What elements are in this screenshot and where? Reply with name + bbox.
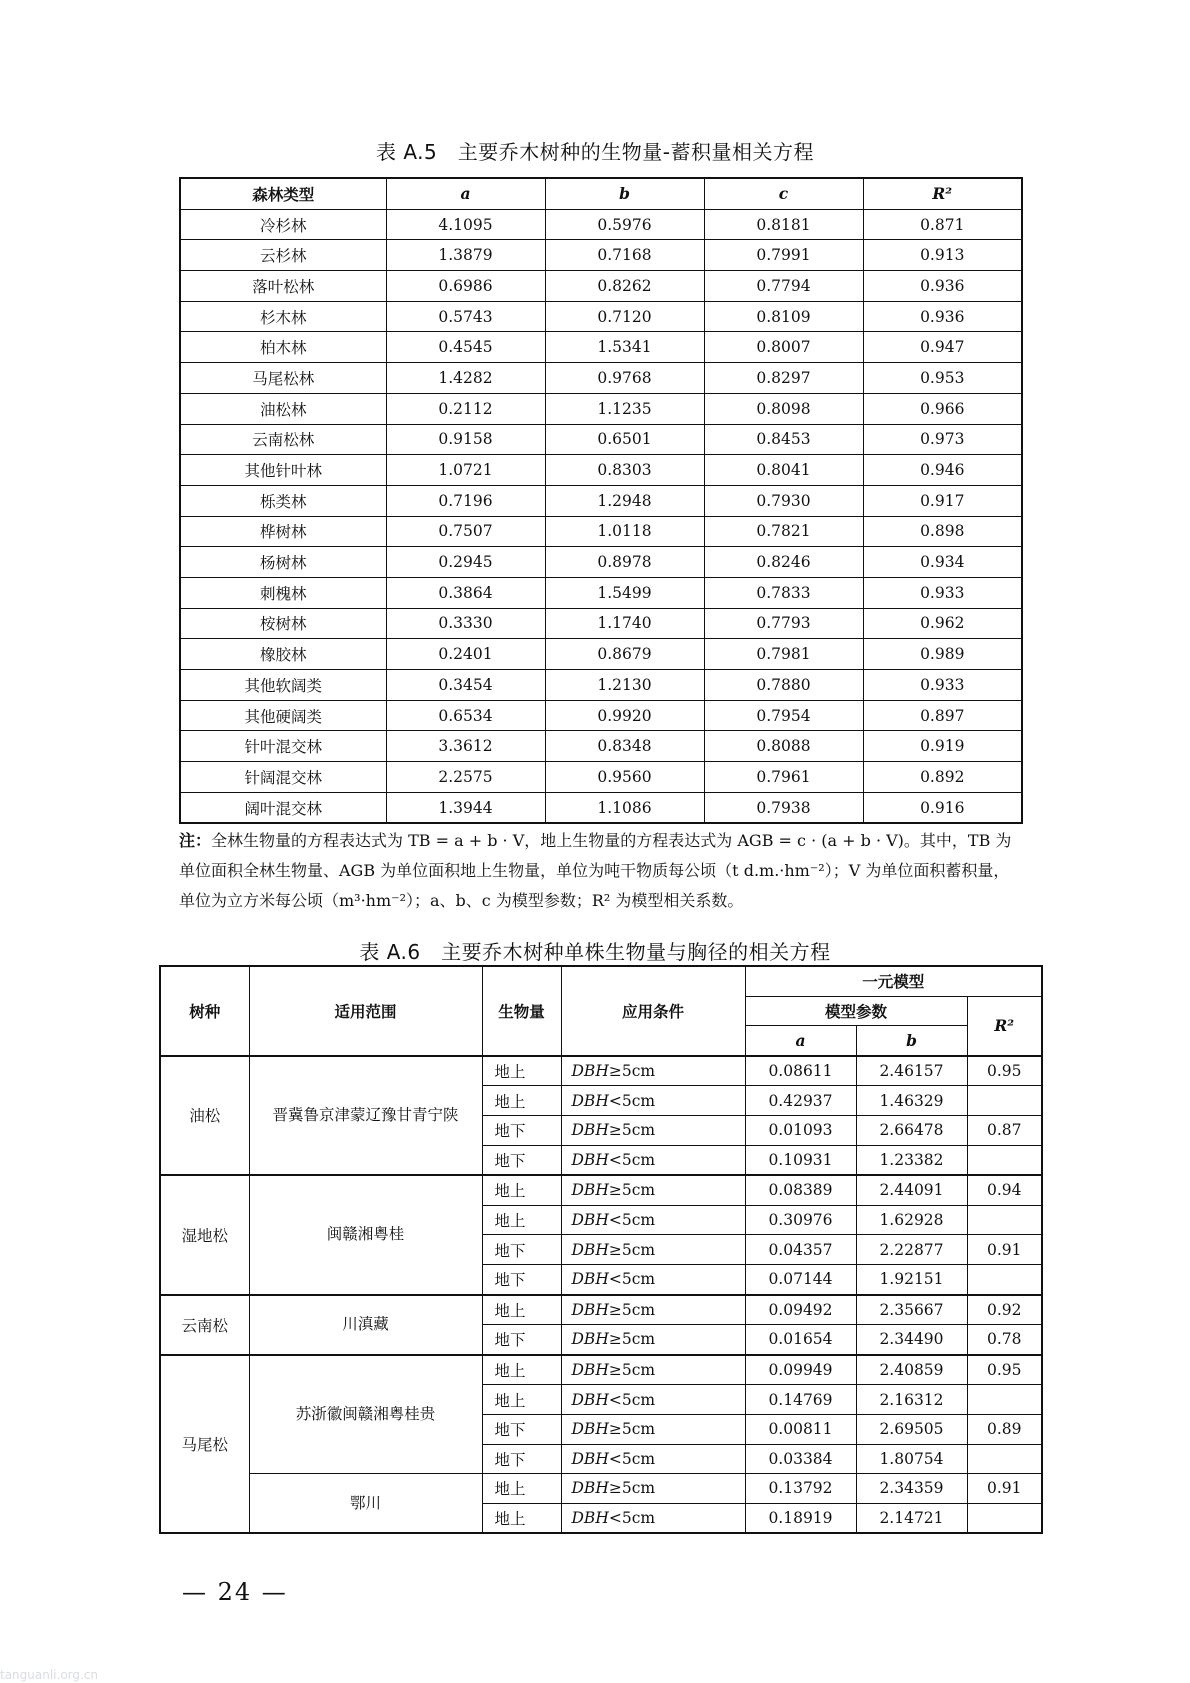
biomass-cell: 地下 <box>482 1264 561 1294</box>
value-cell: 0.936 <box>863 301 1022 332</box>
param-b-cell: 2.46157 <box>856 1056 967 1086</box>
value-cell: 0.2112 <box>386 393 545 424</box>
param-a-cell: 0.13792 <box>745 1474 856 1504</box>
table-row <box>160 1175 1042 1205</box>
table-a6 <box>159 965 1043 1534</box>
r2-cell: 0.89 <box>967 1414 1042 1444</box>
species-cell: 湿地松 <box>160 1175 249 1294</box>
biomass-cell: 地下 <box>482 1235 561 1265</box>
value-cell: 1.5499 <box>545 577 704 608</box>
header-b: b <box>545 178 704 209</box>
table-row <box>180 516 1022 547</box>
value-cell: 0.5976 <box>545 209 704 240</box>
value-cell: 0.8041 <box>704 455 863 486</box>
condition-cell: DBH<5cm <box>561 1444 745 1474</box>
header-univariate-model: 一元模型 <box>745 966 1042 996</box>
value-cell: 0.966 <box>863 393 1022 424</box>
header-param-a: a <box>745 1026 856 1056</box>
table-a5-note <box>179 826 1024 916</box>
header-condition: 应用条件 <box>561 966 745 1056</box>
forest-type-cell: 马尾松林 <box>180 363 386 394</box>
range-cell: 闽赣湘粤桂 <box>249 1175 482 1294</box>
condition-cell: DBH<5cm <box>561 1145 745 1175</box>
r2-cell: 0.78 <box>967 1325 1042 1355</box>
param-b-cell: 1.92151 <box>856 1264 967 1294</box>
forest-type-cell: 柏木林 <box>180 332 386 363</box>
table-row <box>180 639 1022 670</box>
value-cell: 0.4545 <box>386 332 545 363</box>
value-cell: 0.913 <box>863 240 1022 271</box>
condition-cell: DBH<5cm <box>561 1385 745 1415</box>
value-cell: 0.933 <box>863 670 1022 701</box>
header-forest-type: 森林类型 <box>180 178 386 209</box>
r2-cell <box>967 1205 1042 1235</box>
forest-type-cell: 杉木林 <box>180 301 386 332</box>
biomass-cell: 地上 <box>482 1056 561 1086</box>
forest-type-cell: 栎类林 <box>180 485 386 516</box>
value-cell: 0.973 <box>863 424 1022 455</box>
table-row <box>180 547 1022 578</box>
value-cell: 0.9158 <box>386 424 545 455</box>
param-a-cell: 0.08389 <box>745 1175 856 1205</box>
range-cell: 晋冀鲁京津蒙辽豫甘青宁陕 <box>249 1056 482 1175</box>
value-cell: 0.8246 <box>704 547 863 578</box>
value-cell: 1.5341 <box>545 332 704 363</box>
param-a-cell: 0.00811 <box>745 1414 856 1444</box>
forest-type-cell: 云南松林 <box>180 424 386 455</box>
forest-type-cell: 针阔混交林 <box>180 762 386 793</box>
condition-cell: DBH≥5cm <box>561 1175 745 1205</box>
header-biomass: 生物量 <box>482 966 561 1056</box>
condition-cell: DBH≥5cm <box>561 1325 745 1355</box>
value-cell: 0.892 <box>863 762 1022 793</box>
range-cell: 鄂川 <box>249 1474 482 1534</box>
r2-cell <box>967 1264 1042 1294</box>
param-b-cell: 1.23382 <box>856 1145 967 1175</box>
value-cell: 0.6501 <box>545 424 704 455</box>
note-label: 注： <box>179 831 212 850</box>
table-row <box>180 731 1022 762</box>
forest-type-cell: 其他针叶林 <box>180 455 386 486</box>
biomass-cell: 地上 <box>482 1503 561 1533</box>
range-cell: 苏浙徽闽赣湘粤桂贵 <box>249 1355 482 1474</box>
value-cell: 4.1095 <box>386 209 545 240</box>
value-cell: 0.897 <box>863 700 1022 731</box>
value-cell: 0.916 <box>863 792 1022 823</box>
value-cell: 0.8978 <box>545 547 704 578</box>
r2-cell <box>967 1145 1042 1175</box>
value-cell: 0.8109 <box>704 301 863 332</box>
value-cell: 0.953 <box>863 363 1022 394</box>
watermark: tanguanli.org.cn <box>0 1668 99 1682</box>
biomass-cell: 地上 <box>482 1205 561 1235</box>
value-cell: 0.7981 <box>704 639 863 670</box>
r2-cell: 0.87 <box>967 1115 1042 1145</box>
forest-type-cell: 其他硬阔类 <box>180 700 386 731</box>
value-cell: 0.2945 <box>386 547 545 578</box>
note-text: 全林生物量的方程表达式为 TB = a + b · V，地上生物量的方程表达式为 AGB = c · (a + b · V)。其中，TB 为单位面积全林生物量、AGB 为单位面积地上生物量，单位为吨干物质每公顷（t d.m.·hm⁻²）；V 为单位面积蓄积量，单位为立方米每公顷（m³·hm⁻²）；a、b、c 为模型参数；R² 为模型相关系数。 <box>179 831 1012 910</box>
r2-cell <box>967 1385 1042 1415</box>
value-cell: 1.1086 <box>545 792 704 823</box>
value-cell: 1.4282 <box>386 363 545 394</box>
table-row <box>180 608 1022 639</box>
forest-type-cell: 云杉林 <box>180 240 386 271</box>
condition-cell: DBH≥5cm <box>561 1235 745 1265</box>
header-r2: R² <box>967 996 1042 1056</box>
value-cell: 0.7196 <box>386 485 545 516</box>
param-a-cell: 0.01654 <box>745 1325 856 1355</box>
value-cell: 0.946 <box>863 455 1022 486</box>
table-a5-header-row <box>180 178 1022 209</box>
value-cell: 0.9920 <box>545 700 704 731</box>
r2-cell: 0.94 <box>967 1175 1042 1205</box>
forest-type-cell: 阔叶混交林 <box>180 792 386 823</box>
forest-type-cell: 杨树林 <box>180 547 386 578</box>
table-row <box>180 455 1022 486</box>
table-a6-header-row-1 <box>160 966 1042 996</box>
table-row <box>180 332 1022 363</box>
value-cell: 1.1740 <box>545 608 704 639</box>
value-cell: 0.962 <box>863 608 1022 639</box>
biomass-cell: 地下 <box>482 1145 561 1175</box>
header-model-params: 模型参数 <box>745 996 967 1026</box>
species-cell: 马尾松 <box>160 1355 249 1534</box>
value-cell: 0.947 <box>863 332 1022 363</box>
table-row <box>180 762 1022 793</box>
value-cell: 0.7821 <box>704 516 863 547</box>
value-cell: 0.936 <box>863 271 1022 302</box>
condition-cell: DBH<5cm <box>561 1264 745 1294</box>
param-b-cell: 2.34490 <box>856 1325 967 1355</box>
value-cell: 0.2401 <box>386 639 545 670</box>
param-a-cell: 0.07144 <box>745 1264 856 1294</box>
table-row <box>180 209 1022 240</box>
param-b-cell: 2.44091 <box>856 1175 967 1205</box>
condition-cell: DBH<5cm <box>561 1503 745 1533</box>
param-a-cell: 0.14769 <box>745 1385 856 1415</box>
value-cell: 0.9768 <box>545 363 704 394</box>
param-b-cell: 1.46329 <box>856 1086 967 1116</box>
param-a-cell: 0.18919 <box>745 1503 856 1533</box>
value-cell: 0.7793 <box>704 608 863 639</box>
table-row <box>180 363 1022 394</box>
table-a5-caption: 表 A.5 主要乔木树种的生物量-蓄积量相关方程 <box>376 140 814 164</box>
table-row <box>160 1056 1042 1086</box>
header-a: a <box>386 178 545 209</box>
value-cell: 0.8348 <box>545 731 704 762</box>
forest-type-cell: 冷杉林 <box>180 209 386 240</box>
param-a-cell: 0.03384 <box>745 1444 856 1474</box>
value-cell: 0.7930 <box>704 485 863 516</box>
value-cell: 0.6534 <box>386 700 545 731</box>
value-cell: 1.0118 <box>545 516 704 547</box>
forest-type-cell: 刺槐林 <box>180 577 386 608</box>
biomass-cell: 地下 <box>482 1325 561 1355</box>
biomass-cell: 地上 <box>482 1295 561 1325</box>
value-cell: 0.8303 <box>545 455 704 486</box>
header-c: c <box>704 178 863 209</box>
param-a-cell: 0.09492 <box>745 1295 856 1325</box>
table-row <box>180 271 1022 302</box>
condition-cell: DBH≥5cm <box>561 1474 745 1504</box>
param-a-cell: 0.30976 <box>745 1205 856 1235</box>
param-b-cell: 2.22877 <box>856 1235 967 1265</box>
condition-cell: DBH<5cm <box>561 1086 745 1116</box>
biomass-cell: 地上 <box>482 1086 561 1116</box>
forest-type-cell: 油松林 <box>180 393 386 424</box>
r2-cell <box>967 1503 1042 1533</box>
table-row <box>160 1355 1042 1385</box>
header-range: 适用范围 <box>249 966 482 1056</box>
value-cell: 0.919 <box>863 731 1022 762</box>
value-cell: 1.3879 <box>386 240 545 271</box>
r2-cell: 0.95 <box>967 1056 1042 1086</box>
param-a-cell: 0.10931 <box>745 1145 856 1175</box>
value-cell: 0.989 <box>863 639 1022 670</box>
param-b-cell: 2.69505 <box>856 1414 967 1444</box>
value-cell: 0.8098 <box>704 393 863 424</box>
value-cell: 1.0721 <box>386 455 545 486</box>
table-row <box>160 1474 1042 1504</box>
condition-cell: DBH<5cm <box>561 1205 745 1235</box>
forest-type-cell: 桉树林 <box>180 608 386 639</box>
value-cell: 0.3330 <box>386 608 545 639</box>
value-cell: 0.8679 <box>545 639 704 670</box>
table-row <box>180 393 1022 424</box>
table-row <box>160 1295 1042 1325</box>
range-cell: 川滇藏 <box>249 1295 482 1355</box>
biomass-cell: 地上 <box>482 1355 561 1385</box>
param-b-cell: 2.40859 <box>856 1355 967 1385</box>
value-cell: 0.8262 <box>545 271 704 302</box>
value-cell: 0.9560 <box>545 762 704 793</box>
param-b-cell: 1.62928 <box>856 1205 967 1235</box>
header-r2: R² <box>863 178 1022 209</box>
param-a-cell: 0.04357 <box>745 1235 856 1265</box>
value-cell: 0.8453 <box>704 424 863 455</box>
value-cell: 0.7961 <box>704 762 863 793</box>
value-cell: 0.934 <box>863 547 1022 578</box>
value-cell: 0.8007 <box>704 332 863 363</box>
value-cell: 1.2130 <box>545 670 704 701</box>
value-cell: 0.7507 <box>386 516 545 547</box>
table-row <box>180 670 1022 701</box>
forest-type-cell: 其他软阔类 <box>180 670 386 701</box>
value-cell: 0.6986 <box>386 271 545 302</box>
value-cell: 0.7991 <box>704 240 863 271</box>
r2-cell: 0.91 <box>967 1474 1042 1504</box>
value-cell: 0.3454 <box>386 670 545 701</box>
forest-type-cell: 落叶松林 <box>180 271 386 302</box>
value-cell: 0.7794 <box>704 271 863 302</box>
table-row <box>180 301 1022 332</box>
value-cell: 1.1235 <box>545 393 704 424</box>
forest-type-cell: 针叶混交林 <box>180 731 386 762</box>
page-number: — 24 — <box>182 1578 288 1606</box>
forest-type-cell: 桦树林 <box>180 516 386 547</box>
value-cell: 3.3612 <box>386 731 545 762</box>
param-b-cell: 1.80754 <box>856 1444 967 1474</box>
header-species: 树种 <box>160 966 249 1056</box>
param-a-cell: 0.01093 <box>745 1115 856 1145</box>
r2-cell: 0.92 <box>967 1295 1042 1325</box>
table-row <box>180 424 1022 455</box>
table-row <box>180 240 1022 271</box>
value-cell: 0.871 <box>863 209 1022 240</box>
value-cell: 0.917 <box>863 485 1022 516</box>
param-b-cell: 2.66478 <box>856 1115 967 1145</box>
condition-cell: DBH≥5cm <box>561 1056 745 1086</box>
biomass-cell: 地下 <box>482 1444 561 1474</box>
table-row <box>180 577 1022 608</box>
condition-cell: DBH≥5cm <box>561 1355 745 1385</box>
r2-cell <box>967 1086 1042 1116</box>
param-a-cell: 0.42937 <box>745 1086 856 1116</box>
table-row <box>180 485 1022 516</box>
param-b-cell: 2.16312 <box>856 1385 967 1415</box>
value-cell: 0.933 <box>863 577 1022 608</box>
value-cell: 0.7880 <box>704 670 863 701</box>
value-cell: 0.7833 <box>704 577 863 608</box>
biomass-cell: 地下 <box>482 1414 561 1444</box>
header-param-b: b <box>856 1026 967 1056</box>
forest-type-cell: 橡胶林 <box>180 639 386 670</box>
param-b-cell: 2.34359 <box>856 1474 967 1504</box>
param-a-cell: 0.08611 <box>745 1056 856 1086</box>
value-cell: 0.8088 <box>704 731 863 762</box>
value-cell: 0.7120 <box>545 301 704 332</box>
value-cell: 0.8297 <box>704 363 863 394</box>
table-row <box>180 792 1022 823</box>
value-cell: 1.3944 <box>386 792 545 823</box>
species-cell: 云南松 <box>160 1295 249 1355</box>
biomass-cell: 地上 <box>482 1175 561 1205</box>
value-cell: 1.2948 <box>545 485 704 516</box>
biomass-cell: 地上 <box>482 1385 561 1415</box>
table-a6-caption: 表 A.6 主要乔木树种单株生物量与胸径的相关方程 <box>359 940 831 964</box>
condition-cell: DBH≥5cm <box>561 1295 745 1325</box>
biomass-cell: 地下 <box>482 1115 561 1145</box>
param-a-cell: 0.09949 <box>745 1355 856 1385</box>
table-row <box>180 700 1022 731</box>
table-a5 <box>179 177 1023 824</box>
value-cell: 0.7938 <box>704 792 863 823</box>
value-cell: 0.8181 <box>704 209 863 240</box>
value-cell: 0.7168 <box>545 240 704 271</box>
species-cell: 油松 <box>160 1056 249 1175</box>
r2-cell: 0.95 <box>967 1355 1042 1385</box>
r2-cell <box>967 1444 1042 1474</box>
value-cell: 2.2575 <box>386 762 545 793</box>
biomass-cell: 地上 <box>482 1474 561 1504</box>
param-b-cell: 2.14721 <box>856 1503 967 1533</box>
value-cell: 0.5743 <box>386 301 545 332</box>
condition-cell: DBH≥5cm <box>561 1115 745 1145</box>
value-cell: 0.3864 <box>386 577 545 608</box>
r2-cell: 0.91 <box>967 1235 1042 1265</box>
value-cell: 0.898 <box>863 516 1022 547</box>
condition-cell: DBH≥5cm <box>561 1414 745 1444</box>
param-b-cell: 2.35667 <box>856 1295 967 1325</box>
value-cell: 0.7954 <box>704 700 863 731</box>
